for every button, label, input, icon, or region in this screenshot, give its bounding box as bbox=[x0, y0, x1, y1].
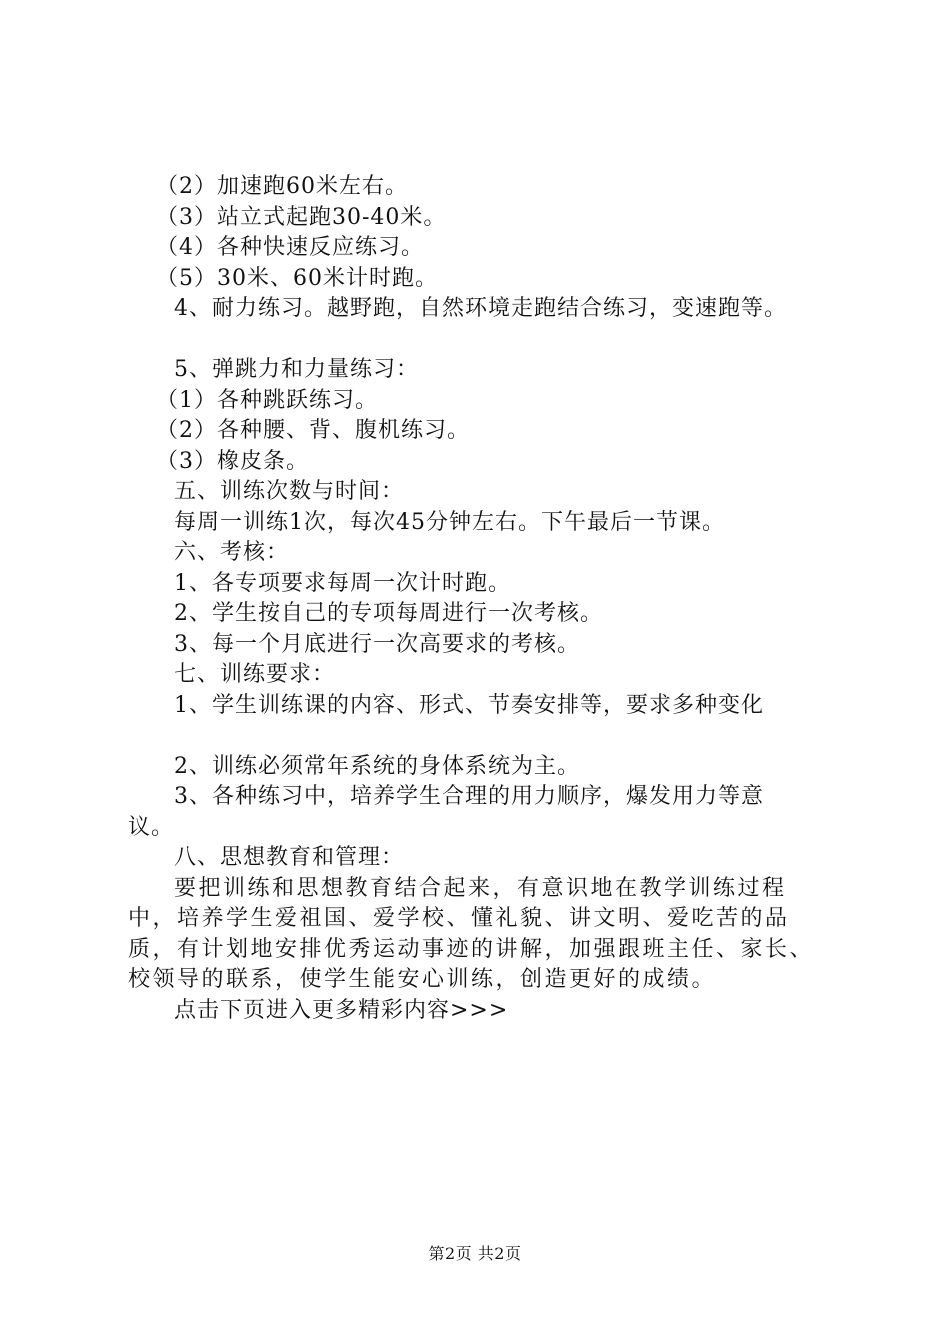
text-line: 每周一训练1次，每次45分钟左右。下午最后一节课。 bbox=[174, 509, 725, 535]
section-heading: 八、思想教育和管理： bbox=[174, 845, 405, 870]
text-line: 1、学生训练课的内容、形式、节奏安排等，要求多种变化 bbox=[174, 692, 764, 718]
text-line: 校领导的联系，使学生能安心训练，创造更好的成绩。 bbox=[128, 967, 717, 992]
text-line: 3、每一个月底进行一次高要求的考核。 bbox=[174, 631, 580, 657]
text-line: 质，有计划地安排优秀运动事迹的讲解，加强跟班主任、家长、 bbox=[128, 936, 815, 962]
document-body bbox=[128, 172, 848, 1026]
section-heading: 五、训练次数与时间： bbox=[174, 479, 405, 504]
text-line: 中，培养学生爱祖国、爱学校、懂礼貌、讲文明、爱吃苦的品 bbox=[128, 906, 790, 931]
text-line: 1、各专项要求每周一次计时跑。 bbox=[174, 570, 511, 596]
text-line: 2、训练必须常年系统的身体系统为主。 bbox=[174, 753, 580, 779]
text-line: （5）30米、60米计时跑。 bbox=[156, 265, 438, 291]
section-heading: 七、训练要求： bbox=[174, 662, 336, 687]
text-line: （1）各种跳跃练习。 bbox=[156, 387, 378, 413]
blank-line bbox=[128, 721, 848, 752]
text-line: （3）站立式起跑30-40米。 bbox=[156, 204, 447, 230]
section-heading: 六、考核： bbox=[174, 540, 290, 565]
text-line: 5、弹跳力和力量练习： bbox=[174, 357, 419, 382]
page-footer: 第2页 共2页 bbox=[428, 1244, 522, 1263]
text-line: 4、耐力练习。越野跑，自然环境走跑结合练习，变速跑等。 bbox=[174, 296, 787, 321]
next-page-link[interactable]: 点击下页进入更多精彩内容>>> bbox=[174, 997, 509, 1023]
text-line: （4）各种快速反应练习。 bbox=[156, 235, 424, 260]
text-line: 要把训练和思想教育结合起来，有意识地在教学训练过程 bbox=[174, 875, 787, 901]
text-line: （2）加速跑60米左右。 bbox=[156, 174, 408, 199]
text-line: （2）各种腰、背、腹机练习。 bbox=[156, 418, 470, 443]
text-line: （3）橡皮条。 bbox=[156, 448, 309, 474]
text-line: 2、学生按自己的专项每周进行一次考核。 bbox=[174, 601, 603, 626]
text-line: 议。 bbox=[128, 814, 175, 840]
blank-line bbox=[128, 325, 848, 356]
text-line: 3、各种练习中，培养学生合理的用力顺序，爆发用力等意 bbox=[174, 784, 764, 809]
paragraph bbox=[128, 874, 848, 996]
